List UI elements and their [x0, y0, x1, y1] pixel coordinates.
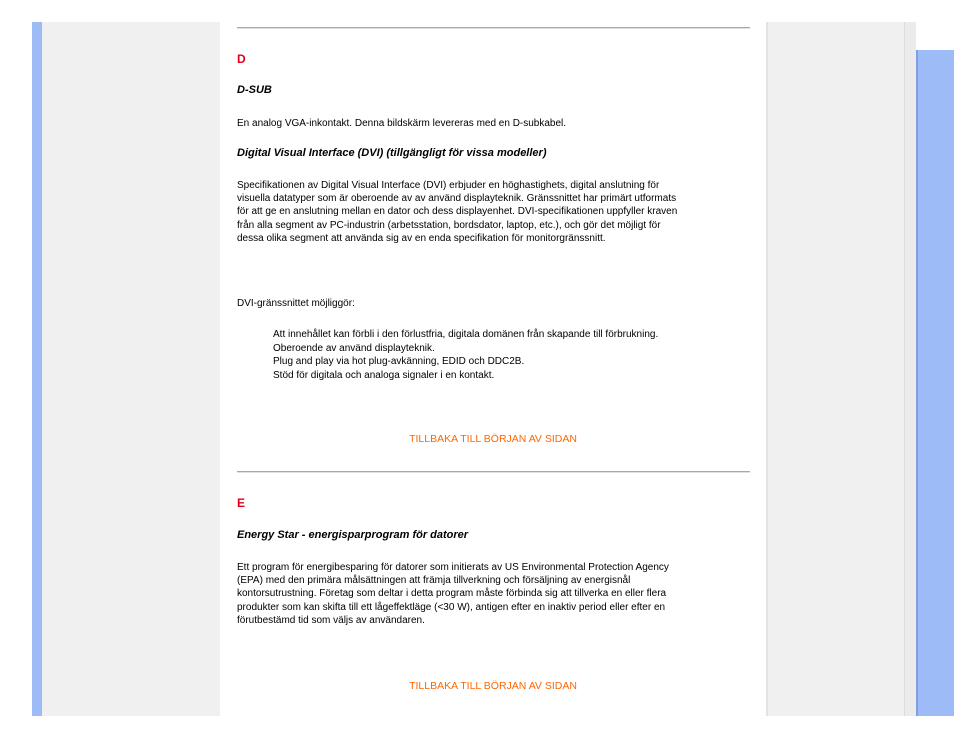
energy-description-line: förutbestämd tid som väljs av användaren.	[237, 614, 425, 626]
right-sidebar	[766, 22, 916, 716]
page-top-margin	[0, 0, 954, 22]
right-scroll-track	[904, 22, 916, 716]
right-accent-stripe	[916, 22, 954, 716]
dvi-benefits-list	[273, 328, 658, 382]
page-bottom-margin	[0, 716, 954, 738]
list-item: Stöd för digitala och analoga signaler i en kontakt.	[273, 369, 495, 381]
energy-description-line: produkter som kan skifta till ett lågeffektläge (<30 W), antigen efter en inaktiv period eller efter en	[237, 601, 666, 613]
dvi-description-line: dessa olika segment att använda sig av en enda specifikation för monitorgränssnitt.	[237, 232, 606, 244]
dvi-description-line: Specifikationen av Digital Visual Interface (DVI) erbjuder en höghastighets, digital anslutning för	[237, 180, 660, 191]
right-stripe-cap	[916, 22, 954, 50]
energy-star-description	[237, 561, 749, 627]
left-accent-stripe	[32, 22, 42, 716]
dsub-description: En analog VGA-inkontakt. Denna bildskärm levereras med en D-subkabel.	[237, 118, 567, 129]
divider-top	[237, 27, 750, 29]
dvi-description-line: visuella datatyper som är oberoende av av använd displayteknik. Gränssnittet har primärt utformats	[237, 193, 677, 205]
dvi-enables-intro: DVI-gränssnittet möjliggör:	[237, 298, 355, 309]
term-dvi: Digital Visual Interface (DVI) (tillgängligt för vissa modeller)	[237, 147, 547, 159]
divider-middle	[237, 471, 750, 473]
section-letter-e: E	[237, 496, 246, 510]
list-item: Att innehållet kan förbli i den förlustfria, digitala domänen från skapande till förbrukning.	[273, 329, 659, 340]
back-to-top-link-e[interactable]: TILLBAKA TILL BÖRJAN AV SIDAN	[409, 680, 577, 692]
dvi-description	[237, 179, 749, 245]
list-item: Plug and play via hot plug-avkänning, EDID och DDC2B.	[273, 356, 525, 367]
energy-description-line: Ett program för energibesparing för datorer som initierats av US Environmental Protection Agency	[237, 562, 669, 573]
section-letter-d: D	[237, 52, 246, 66]
left-sidebar	[42, 22, 220, 716]
list-item: Oberoende av använd displayteknik.	[273, 342, 435, 354]
dvi-description-line: för att ge en anslutning mellan en dator och dess displayenhet. DVI-specifikationen uppfyller kraven	[237, 206, 678, 218]
back-to-top-link-d[interactable]: TILLBAKA TILL BÖRJAN AV SIDAN	[409, 433, 577, 445]
energy-description-line: (EPA) med den primära målsättningen att främja tillverkning och försäljning av energisnål	[237, 575, 631, 587]
glossary-content	[220, 22, 766, 716]
energy-description-line: kontorsutrustning. Företag som deltar i detta program måste förbinda sig att tillverka en eller flera	[237, 588, 667, 600]
term-dsub: D-SUB	[237, 84, 272, 96]
term-energy-star: Energy Star - energisparprogram för datorer	[237, 529, 469, 541]
dvi-description-line: från alla segment av PC-industrin (arbetsstation, bordsdator, laptop, etc.), och gör det möjligt för	[237, 219, 661, 231]
